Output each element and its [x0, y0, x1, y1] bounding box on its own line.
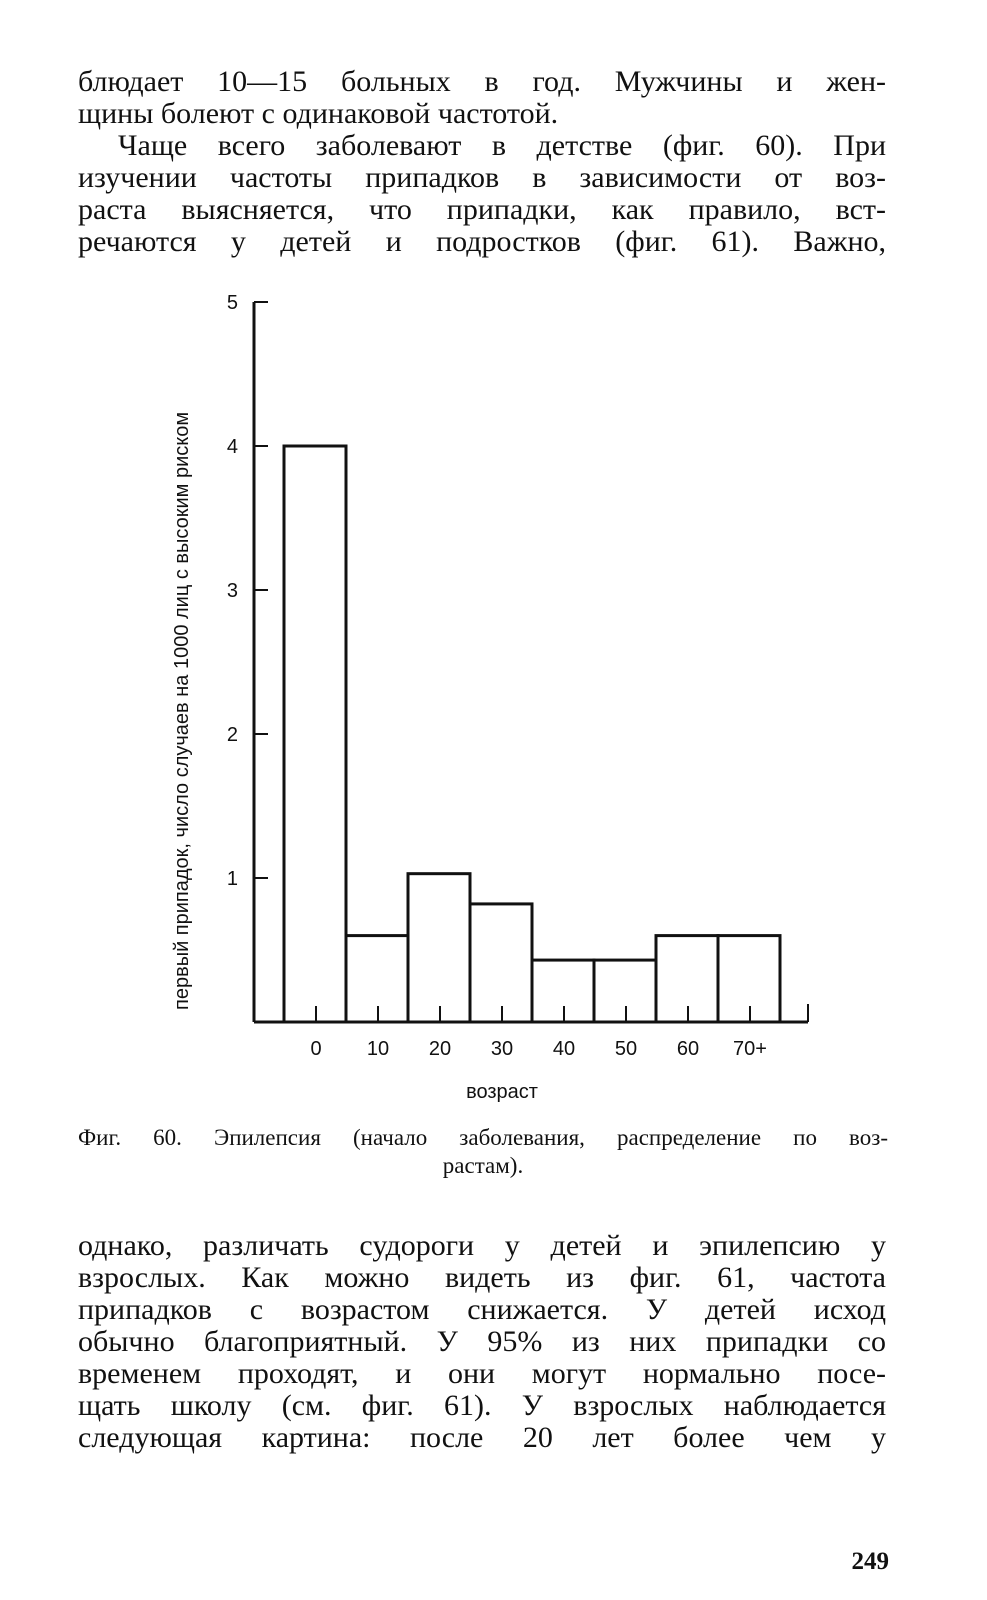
- histogram-bar: [284, 446, 346, 1022]
- x-tick-label: 70+: [733, 1038, 767, 1060]
- caption-line-1: Фиг. 60. Эпилепсия (начало заболевания, распределение по воз-: [78, 1125, 888, 1150]
- text-line: изучении частоты припадков в зависимости от воз-: [78, 161, 886, 194]
- paragraph-top-1: [78, 66, 886, 130]
- text-line: временем проходят, и они могут нормально посе-: [78, 1357, 886, 1390]
- page-number: 249: [851, 1548, 889, 1575]
- text-line: однако, различать судороги у детей и эпилепсию у: [78, 1229, 886, 1262]
- figure-caption: [78, 1124, 888, 1180]
- text-line: щать школу (см. фиг. 61). У взрослых наблюдается: [78, 1389, 886, 1422]
- text-line: припадков с возрастом снижается. У детей исход: [78, 1293, 886, 1326]
- y-tick-label: 3: [226, 580, 238, 602]
- x-tick-label: 20: [428, 1038, 452, 1060]
- y-ticks: [227, 292, 268, 890]
- paragraph-bottom: [78, 1230, 886, 1454]
- x-tick-label: 50: [614, 1038, 638, 1060]
- y-tick-label: 1: [226, 868, 238, 890]
- histogram-bar: [408, 874, 470, 1022]
- histogram-bar: [470, 904, 532, 1022]
- x-tick-label: 40: [552, 1038, 576, 1060]
- paragraph-top-2: [78, 130, 886, 258]
- x-axis-label: возраст: [466, 1081, 538, 1103]
- x-tick-label: 10: [366, 1038, 390, 1060]
- x-tick-label: 60: [676, 1038, 700, 1060]
- text-line: обычно благоприятный. У 95% из них припадки со: [78, 1325, 886, 1358]
- text-line: следующая картина: после 20 лет более чем у: [78, 1421, 886, 1454]
- bars: [284, 446, 780, 1022]
- caption-line-2: растам).: [442, 1153, 524, 1178]
- y-tick-label: 5: [226, 292, 238, 314]
- text-line: взрослых. Как можно видеть из фиг. 61, частота: [78, 1261, 886, 1294]
- x-tick-label: 30: [490, 1038, 514, 1060]
- y-tick-label: 2: [226, 724, 238, 746]
- text-line: раста выясняется, что припадки, как правило, вст-: [78, 193, 886, 226]
- age-histogram-chart: [0, 280, 987, 1120]
- y-axis-label: первый припадок, число случаев на 1000 лиц с высоким риском: [171, 411, 193, 1010]
- text-line: Чаще всего заболевают в детстве (фиг. 60). При: [118, 129, 886, 162]
- text-line: блюдает 10—15 больных в год. Мужчины и жен-: [78, 65, 886, 98]
- text-line: щины болеют с одинаковой частотой.: [78, 97, 559, 130]
- x-tick-label: 0: [310, 1038, 322, 1060]
- text-line: речаются у детей и подростков (фиг. 61). Важно,: [78, 225, 886, 258]
- y-tick-label: 4: [226, 436, 238, 458]
